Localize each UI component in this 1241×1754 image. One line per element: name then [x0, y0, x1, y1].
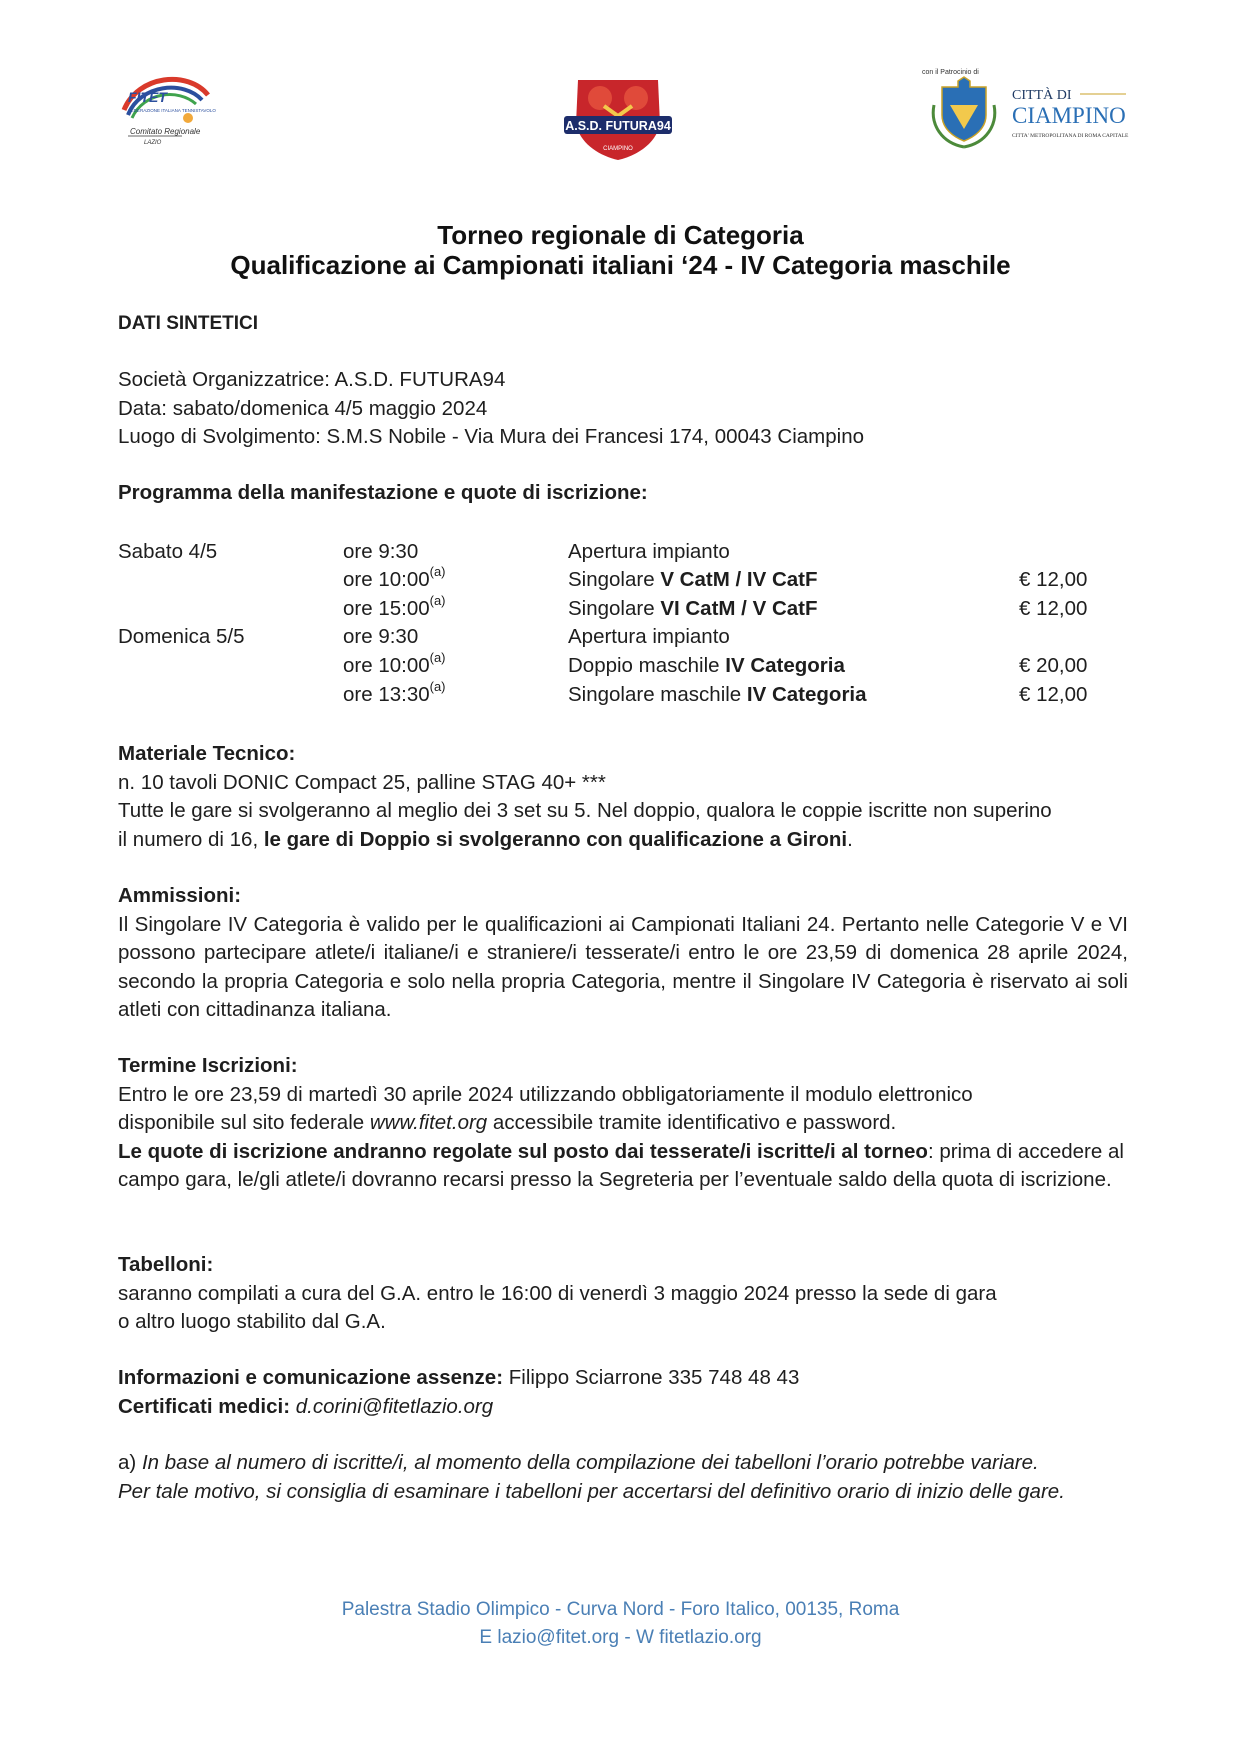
- iscrizioni-heading: Termine Iscrizioni:: [118, 1054, 298, 1077]
- futura94-logo: [560, 72, 676, 162]
- schedule-event-text: Singolare maschile: [568, 683, 747, 706]
- schedule-event: [568, 652, 845, 680]
- schedule-time: [343, 681, 446, 709]
- schedule-time: [343, 652, 446, 680]
- schedule-event-category: V CatM / IV CatF: [660, 568, 818, 591]
- iscrizioni-section: [118, 1052, 1128, 1195]
- schedule-event-text: Apertura impianto: [568, 625, 730, 648]
- schedule-time-footnote: (a): [429, 564, 446, 580]
- schedule-time-footnote: (a): [429, 593, 446, 609]
- schedule-time: [343, 538, 418, 566]
- document-title: [0, 220, 1241, 280]
- ciampino-patronage-text: con il Patrocinio di: [922, 69, 979, 76]
- page-footer: [0, 1596, 1241, 1652]
- footer-contacts: E lazio@fitet.org - W fitetlazio.org: [479, 1627, 762, 1648]
- note-line-2: Per tale motivo, si consiglia di esaminare i tabelloni per accertarsi del definitivo orario di inizio delle gare.: [118, 1479, 1065, 1503]
- materiale-line-3-plain: il numero di 16,: [118, 827, 264, 851]
- iscrizioni-line-2: [118, 1109, 1128, 1138]
- schedule-row: [118, 566, 1128, 594]
- iscrizioni-payment: [118, 1138, 1128, 1195]
- materiale-line-3-bold: le gare di Doppio si svolgeranno con qualificazione a Gironi: [263, 827, 848, 851]
- fitet-logo: [118, 70, 218, 162]
- iscrizioni-line-1: Entro le ore 23,59 di martedì 30 aprile 2024 utilizzando obbligatoriamente il modulo elettronico: [118, 1082, 973, 1106]
- fitet-logo-committee: Comitato Regionale: [130, 127, 201, 136]
- ammissioni-section: [118, 882, 1128, 1025]
- ciampino-line3: CITTA' METROPOLITANA DI ROMA CAPITALE: [1012, 133, 1129, 139]
- iscrizioni-payment-rest: : prima di accedere al campo gara, le/gli atlete/i dovranno recarsi presso la Segreteria per l’eventuale saldo della quota di iscrizione.: [118, 1139, 1124, 1191]
- schedule-fee: € 12,00: [1019, 597, 1088, 620]
- title-line-1: Torneo regionale di Categoria: [437, 220, 804, 250]
- schedule-day: Sabato 4/5: [118, 540, 218, 563]
- schedule-row: [118, 595, 1128, 623]
- schedule-fee: € 12,00: [1019, 683, 1088, 706]
- schedule-event-category: IV Categoria: [725, 654, 845, 677]
- fitet-site-link[interactable]: www.fitet.org: [369, 1111, 488, 1134]
- ciampino-line2: CIAMPINO: [1012, 103, 1126, 128]
- tabelloni-line-1: saranno compilati a cura del G.A. entro le 16:00 di venerdì 3 maggio 2024 presso la sede di gara: [118, 1281, 997, 1305]
- materiale-section: [118, 740, 1128, 854]
- schedule-event: [568, 623, 730, 651]
- schedule-row: [118, 623, 1128, 651]
- tabelloni-section: [118, 1251, 1128, 1337]
- futura94-logo-name: A.S.D. FUTURA94: [565, 119, 671, 133]
- schedule-event-text: Doppio maschile: [568, 654, 726, 677]
- contacts-section: [118, 1364, 1128, 1421]
- materiale-line-2: Tutte le gare si svolgeranno al meglio dei 3 set su 5. Nel doppio, qualora le coppie iscritte non superino: [118, 799, 1052, 822]
- note-line-1-text: In base al numero di iscritte/i, al momento della compilazione dei tabelloni l’orario potrebbe variare.: [141, 1451, 1039, 1474]
- fitet-logo-name: FITET: [128, 89, 167, 105]
- summary-heading: DATI SINTETICI: [118, 313, 259, 334]
- iscrizioni-line-2-b: accessibile tramite identificativo e password.: [487, 1111, 897, 1134]
- note-line-1: [118, 1449, 1128, 1478]
- schedule-row: [118, 681, 1128, 709]
- ciampino-logo: [920, 65, 1130, 165]
- summary-date: Data: sabato/domenica 4/5 maggio 2024: [118, 396, 488, 420]
- note-prefix: a): [118, 1451, 142, 1474]
- schedule-event: [568, 538, 730, 566]
- footer-address: Palestra Stadio Olimpico - Curva Nord - Foro Italico, 00135, Roma: [341, 1599, 900, 1620]
- schedule-time: [343, 623, 418, 651]
- schedule-fee: € 20,00: [1019, 654, 1088, 677]
- tabelloni-heading: Tabelloni:: [118, 1253, 214, 1276]
- ammissioni-heading: Ammissioni:: [118, 884, 242, 907]
- schedule-time: [343, 566, 446, 594]
- contact-info-label: Informazioni e comunicazione assenze:: [118, 1366, 504, 1389]
- schedule-event-category: VI CatM / V CatF: [660, 597, 818, 620]
- iscrizioni-payment-bold: Le quote di iscrizione andranno regolate sul posto dai tesserate/i iscritte/i al torneo: [118, 1139, 928, 1163]
- fitet-logo-subtitle: FEDERAZIONE ITALIANA TENNISTAVOLO: [128, 108, 216, 113]
- contact-info-value: Filippo Sciarrone 335 748 48 43: [503, 1366, 800, 1389]
- tabelloni-line-2: o altro luogo stabilito dal G.A.: [118, 1310, 386, 1333]
- schedule-time-value: ore 9:30: [343, 540, 419, 563]
- schedule-time-value: ore 10:00: [343, 568, 430, 591]
- title-line-2: Qualificazione ai Campionati italiani ‘24 - IV Categoria maschile: [230, 250, 1011, 280]
- ammissioni-text: Il Singolare IV Categoria è valido per le qualificazioni ai Campionati Italiani 24. Pertanto nelle Categorie V e VI possono partecipare atlete/i italiane/i e straniere/i tesserate/i entro le ore 23,59 di domenica 28 aprile 2024, secondo la propria Categoria e solo nella propria Categoria, mentre il Singolare IV Categoria è riservato ai soli atleti con cittadinanza italiana.: [118, 912, 1128, 1021]
- schedule-time-value: ore 10:00: [343, 654, 430, 677]
- contact-cert-email[interactable]: d.corini@fitetlazio.org: [290, 1394, 494, 1418]
- schedule-time-value: ore 13:30: [343, 683, 430, 706]
- contact-cert-label: Certificati medici:: [118, 1394, 291, 1418]
- schedule-time-value: ore 9:30: [343, 625, 419, 648]
- schedule-event-text: Singolare: [568, 597, 661, 620]
- materiale-heading: Materiale Tecnico:: [118, 742, 296, 765]
- ciampino-line1: CITTÀ DI: [1012, 88, 1072, 103]
- schedule-row: [118, 652, 1128, 680]
- schedule-event-text: Singolare: [568, 568, 661, 591]
- futura94-logo-city: CIAMPINO: [603, 146, 633, 152]
- summary-venue: Luogo di Svolgimento: S.M.S Nobile - Via Mura dei Francesi 174, 00043 Ciampino: [118, 425, 864, 448]
- materiale-line-3: [118, 826, 1128, 855]
- schedule-event-text: Apertura impianto: [568, 540, 730, 563]
- schedule-event: [568, 595, 818, 623]
- schedule-row: [118, 538, 1128, 566]
- schedule-event-category: IV Categoria: [746, 683, 867, 706]
- contact-cert: [118, 1393, 1128, 1422]
- schedule-time-value: ore 15:00: [343, 597, 430, 620]
- schedule-day: Domenica 5/5: [118, 625, 245, 648]
- schedule-time: [343, 595, 446, 623]
- materiale-line-3-end: .: [847, 827, 853, 851]
- summary-block: [118, 366, 1128, 452]
- iscrizioni-line-2-a: disponibile sul sito federale: [118, 1111, 370, 1134]
- contact-info: [118, 1364, 1128, 1393]
- note-section: [118, 1449, 1128, 1506]
- schedule-time-footnote: (a): [429, 650, 446, 666]
- schedule-event: [568, 681, 867, 709]
- summary-organizer: Società Organizzatrice: A.S.D. FUTURA94: [118, 368, 506, 391]
- schedule-event: [568, 566, 818, 594]
- schedule-fee: € 12,00: [1019, 568, 1088, 591]
- schedule-time-footnote: (a): [429, 679, 446, 695]
- materiale-line-1: n. 10 tavoli DONIC Compact 25, palline STAG 40+ ***: [118, 770, 606, 794]
- program-heading: Programma della manifestazione e quote di iscrizione:: [118, 481, 648, 504]
- fitet-logo-region: LAZIO: [144, 140, 162, 146]
